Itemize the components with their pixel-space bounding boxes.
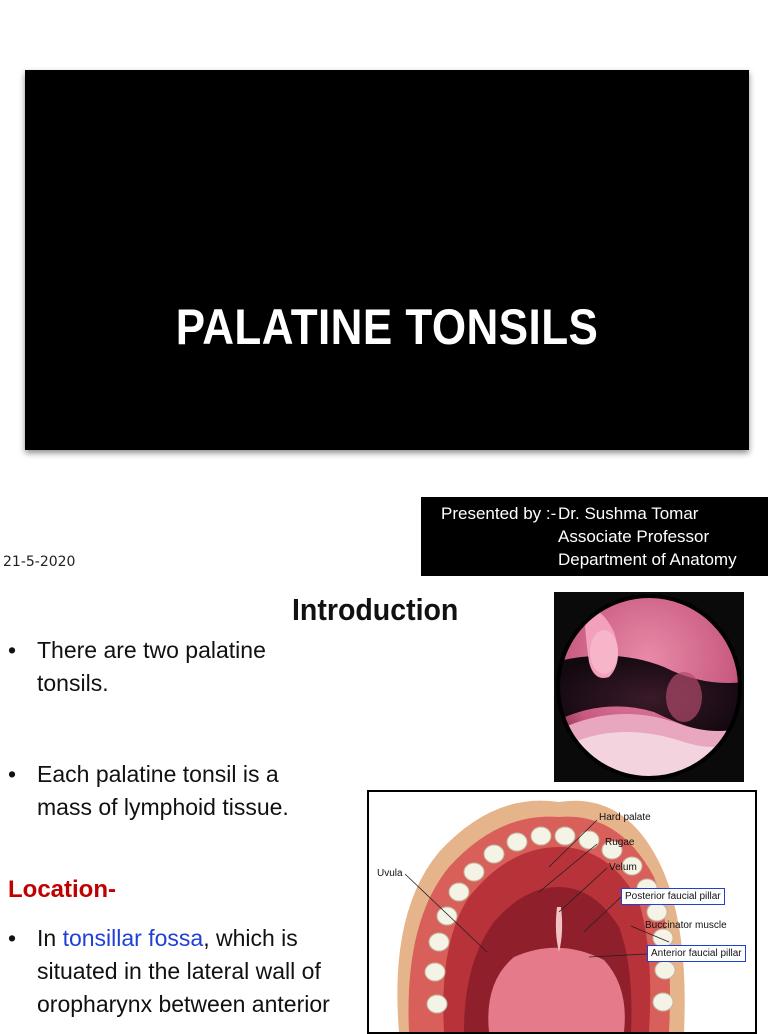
bullet-line: mass of lymphoid tissue. (37, 794, 289, 820)
bullet-icon: • (8, 637, 17, 663)
bullet-line: oropharynx between anterior (37, 991, 330, 1017)
slide-title: PALATINE TONSILS (175, 299, 599, 355)
intro-heading: Introduction (292, 592, 459, 627)
location-bullet (8, 922, 368, 1024)
presenter-box (421, 497, 768, 576)
oral-cavity-diagram (367, 790, 757, 1034)
title-slide (25, 70, 749, 450)
tonsil-photo (554, 592, 744, 782)
label-uvula: Uvula (377, 868, 403, 879)
tonsil-photo-image (554, 592, 744, 782)
label-posterior-faucial-pillar: Posterior faucial pillar (621, 888, 725, 905)
presenter-label: Presented by :- (441, 504, 557, 523)
bullet-line: tonsils. (37, 670, 109, 696)
intro-bullet-1 (8, 634, 308, 704)
location-heading: Location- (8, 876, 116, 903)
bullet-line: Each palatine tonsil is a (37, 761, 279, 787)
presenter-name: Dr. Sushma Tomar (558, 504, 699, 523)
intro-bullet-2 (8, 758, 328, 828)
label-anterior-faucial-pillar: Anterior faucial pillar (647, 945, 746, 962)
label-buccinator-muscle: Buccinator muscle (645, 920, 727, 931)
presenter-department: Department of Anatomy (558, 550, 737, 569)
bullet-icon: • (8, 925, 17, 951)
slide-date: 21-5-2020 (3, 554, 76, 570)
bullet-line: situated in the lateral wall of (37, 958, 321, 984)
label-velum: Velum (609, 862, 637, 873)
location-prefix: In (37, 925, 63, 951)
bullet-icon: • (8, 761, 17, 787)
label-hard-palate: Hard palate (599, 812, 651, 823)
oral-cavity-illustration (369, 792, 755, 1032)
tonsillar-fossa-link[interactable]: tonsillar fossa (62, 925, 204, 951)
label-rugae: Rugae (605, 837, 635, 848)
bullet-line: There are two palatine (37, 637, 266, 663)
presenter-position: Associate Professor (558, 527, 710, 546)
location-suffix: , which is (203, 925, 298, 951)
